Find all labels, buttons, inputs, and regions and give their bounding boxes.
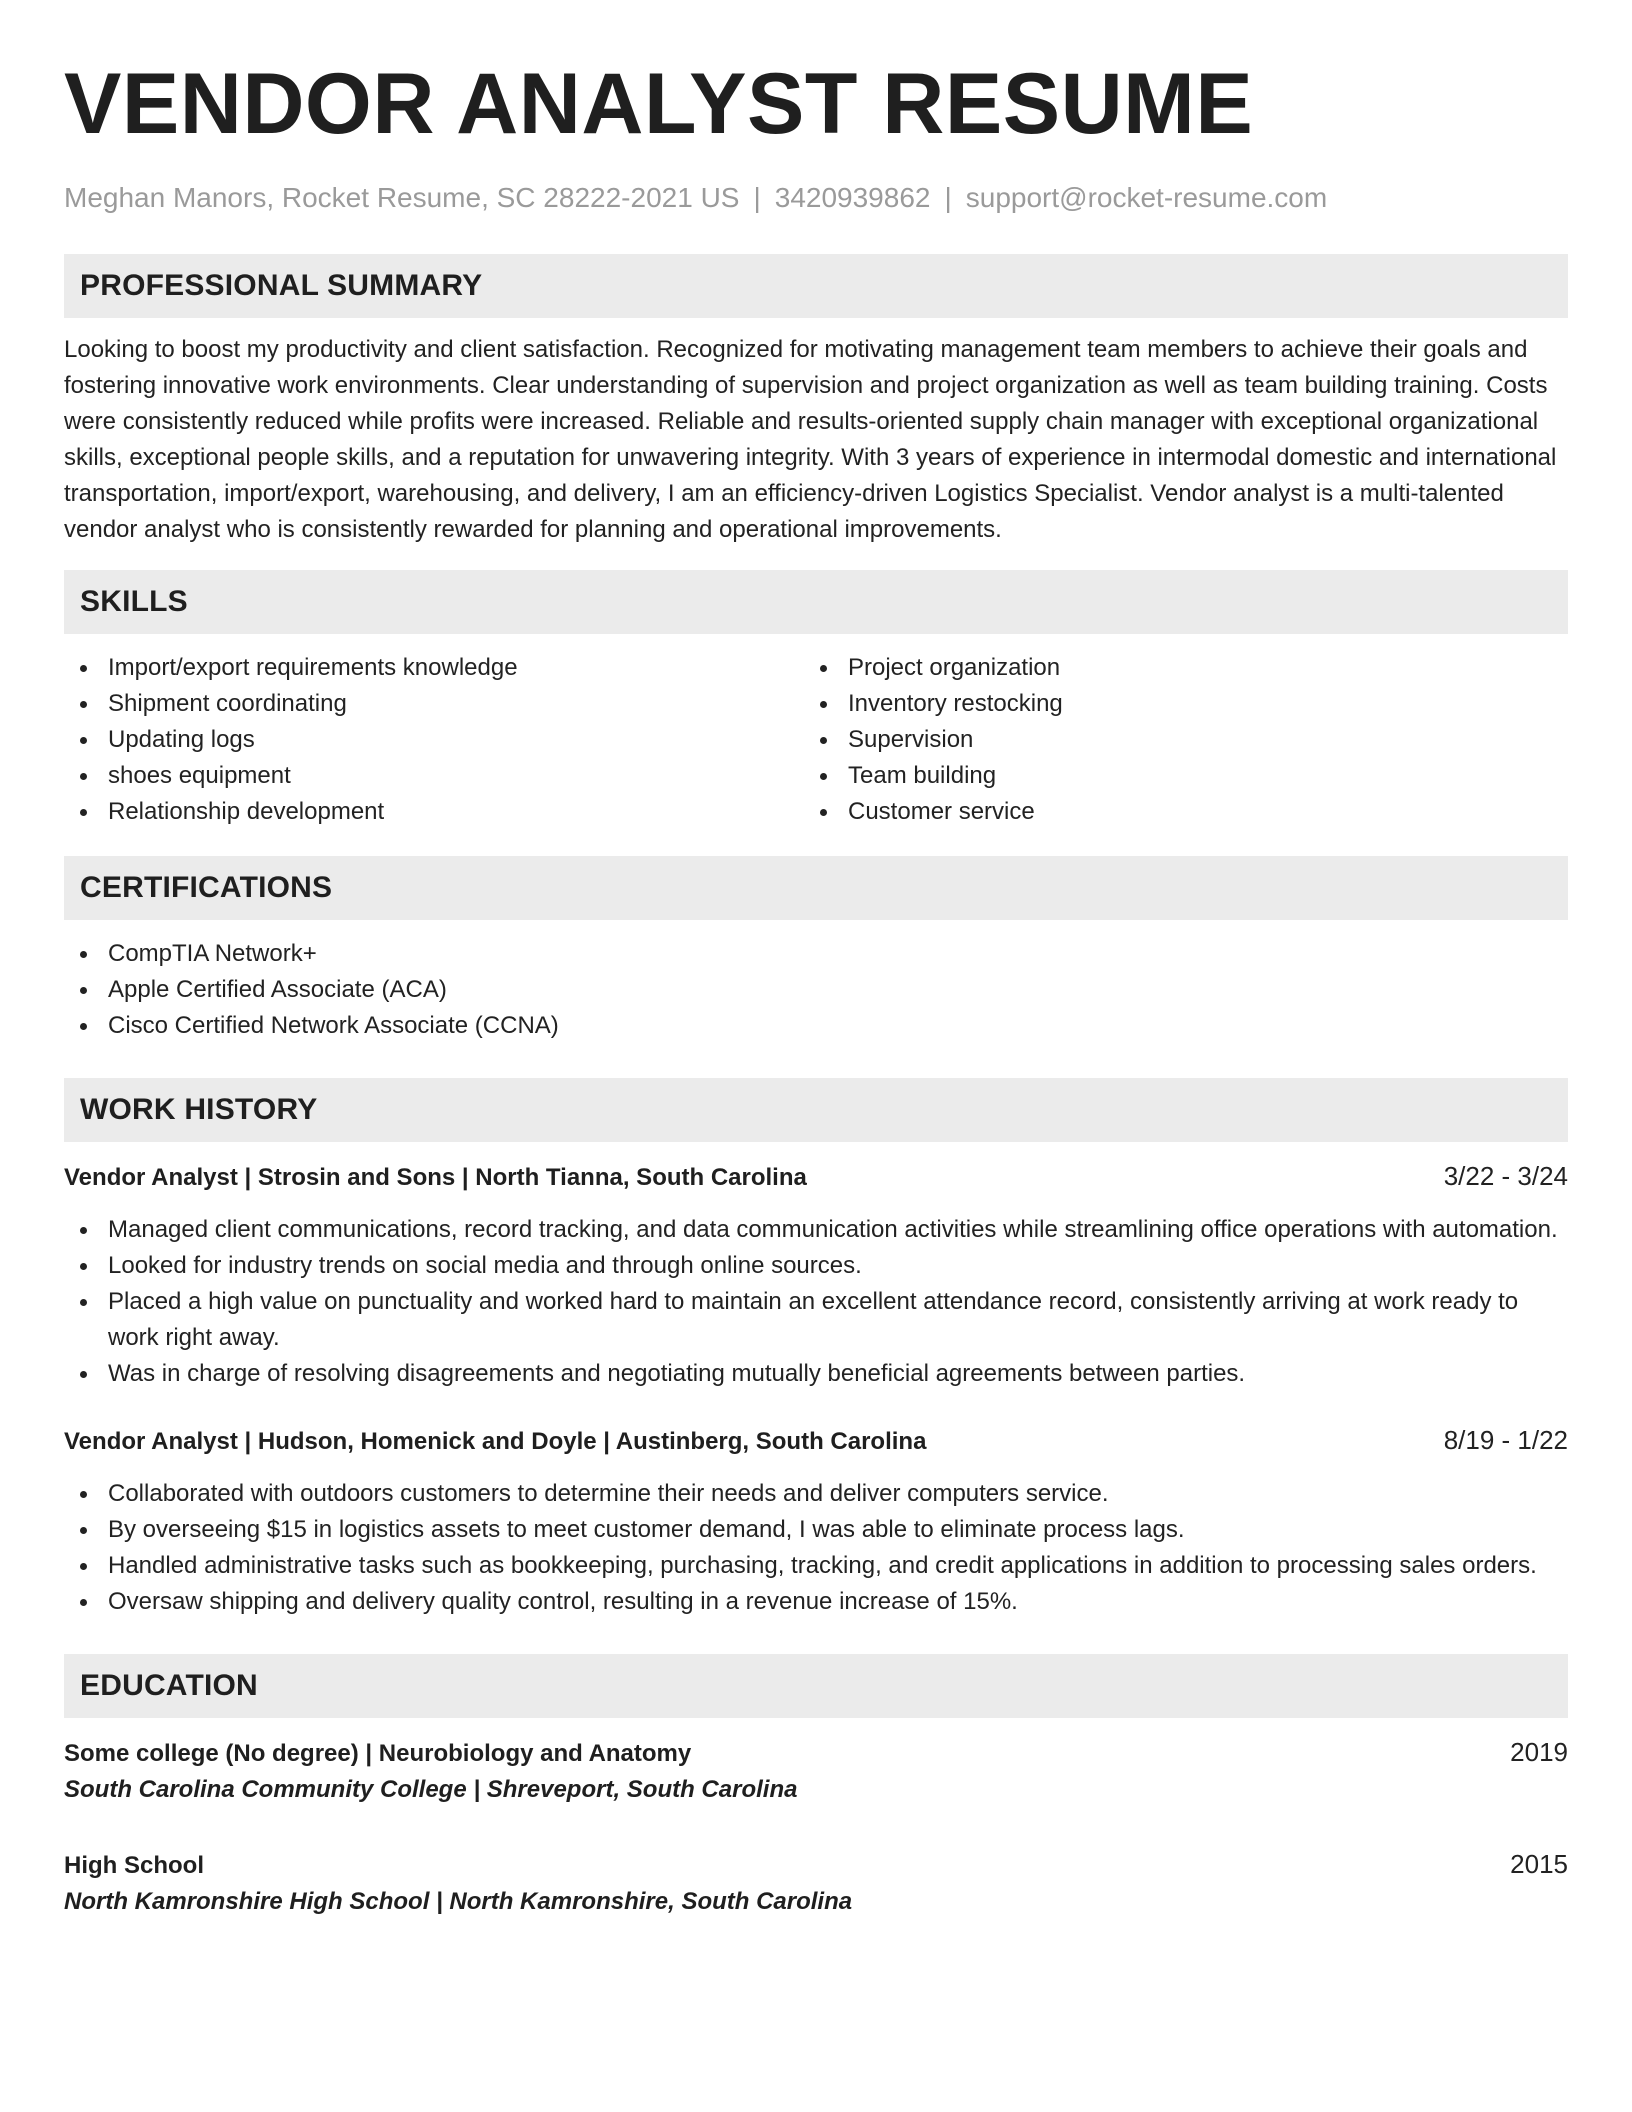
contact-separator: | (753, 182, 761, 213)
skill-item: Project organization (804, 650, 1544, 686)
contact-separator: | (944, 182, 952, 213)
skill-item: Shipment coordinating (64, 686, 804, 722)
certification-item: Apple Certified Associate (ACA) (64, 972, 1568, 1008)
summary-heading: PROFESSIONAL SUMMARY (64, 254, 1568, 318)
education-degree: Some college (No degree) | Neurobiology and Anatomy (64, 1740, 692, 1767)
education-year: 2019 (1510, 1737, 1568, 1767)
skill-item: Updating logs (64, 722, 804, 758)
education-degree: High School (64, 1852, 204, 1879)
skill-item: Import/export requirements knowledge (64, 650, 804, 686)
job-entry (64, 1158, 1568, 1392)
job-bullets (64, 1476, 1568, 1620)
education-header (64, 1734, 1568, 1772)
skill-item: Supervision (804, 722, 1544, 758)
job-bullet: Was in charge of resolving disagreements and negotiating mutually beneficial agreements between parties. (64, 1356, 1568, 1392)
education-school: South Carolina Community College | Shreveport, South Carolina (64, 1776, 798, 1803)
certifications-list (64, 936, 1568, 1044)
skills-right-list (804, 650, 1544, 830)
job-bullet: Handled administrative tasks such as bookkeeping, purchasing, tracking, and credit applications in addition to processing sales orders. (64, 1548, 1568, 1584)
job-bullet: Collaborated with outdoors customers to determine their needs and deliver computers service. (64, 1476, 1568, 1512)
job-entry (64, 1422, 1568, 1620)
education-year: 2015 (1510, 1849, 1568, 1879)
contact-line (64, 180, 1568, 216)
job-bullet: Managed client communications, record tracking, and data communication activities while streamlining office operations with automation. (64, 1212, 1568, 1248)
resume-title: VENDOR ANALYST RESUME (64, 56, 1254, 152)
education-header (64, 1846, 1568, 1884)
job-dates: 8/19 - 1/22 (1443, 1425, 1568, 1455)
job-title: Vendor Analyst | Hudson, Homenick and Doyle | Austinberg, South Carolina (64, 1428, 927, 1455)
job-dates: 3/22 - 3/24 (1443, 1161, 1568, 1191)
contact-phone: 3420939862 (774, 182, 931, 213)
job-bullet: Looked for industry trends on social media and through online sources. (64, 1248, 1568, 1284)
skill-item: Inventory restocking (804, 686, 1544, 722)
skills-grid (64, 650, 1568, 830)
skill-item: Team building (804, 758, 1544, 794)
job-header (64, 1158, 1568, 1196)
certification-item: Cisco Certified Network Associate (CCNA) (64, 1008, 1568, 1044)
contact-email: support@rocket-resume.com (965, 182, 1328, 213)
skill-item: Customer service (804, 794, 1544, 830)
certification-item: CompTIA Network+ (64, 936, 1568, 972)
skill-item: Relationship development (64, 794, 804, 830)
skill-item: shoes equipment (64, 758, 804, 794)
summary-text: Looking to boost my productivity and client satisfaction. Recognized for motivating management team members to achieve their goals and fostering innovative work environments. Clear understanding of supervision and project organization as well as team building training. Costs were consistently reduced while profits were increased. Reliable and results-oriented supply chain manager with exceptional organizational skills, exceptional people skills, and a reputation for unwavering integrity. With 3 years of experience in intermodal domestic and international transportation, import/export, warehousing, and delivery, I am an efficiency-driven Logistics Specialist. Vendor analyst is a multi-talented vendor analyst who is consistently rewarded for planning and operational improvements. (64, 336, 1557, 543)
skills-left-list (64, 650, 804, 830)
certifications-heading: CERTIFICATIONS (64, 856, 1568, 920)
education-school: North Kamronshire High School | North Kamronshire, South Carolina (64, 1888, 853, 1915)
skills-heading: SKILLS (64, 570, 1568, 634)
job-bullet: By overseeing $15 in logistics assets to meet customer demand, I was able to eliminate process lags. (64, 1512, 1568, 1548)
job-bullet: Oversaw shipping and delivery quality control, resulting in a revenue increase of 15%. (64, 1584, 1568, 1620)
job-title: Vendor Analyst | Strosin and Sons | North Tianna, South Carolina (64, 1164, 807, 1191)
job-bullet: Placed a high value on punctuality and worked hard to maintain an excellent attendance record, consistently arriving at work ready to work right away. (64, 1284, 1568, 1356)
education-entry (64, 1734, 1568, 1808)
work-history-heading: WORK HISTORY (64, 1078, 1568, 1142)
education-heading: EDUCATION (64, 1654, 1568, 1718)
education-entry (64, 1846, 1568, 1920)
job-header (64, 1422, 1568, 1460)
contact-address: Meghan Manors, Rocket Resume, SC 28222-2021 US (64, 182, 740, 213)
job-bullets (64, 1212, 1568, 1392)
